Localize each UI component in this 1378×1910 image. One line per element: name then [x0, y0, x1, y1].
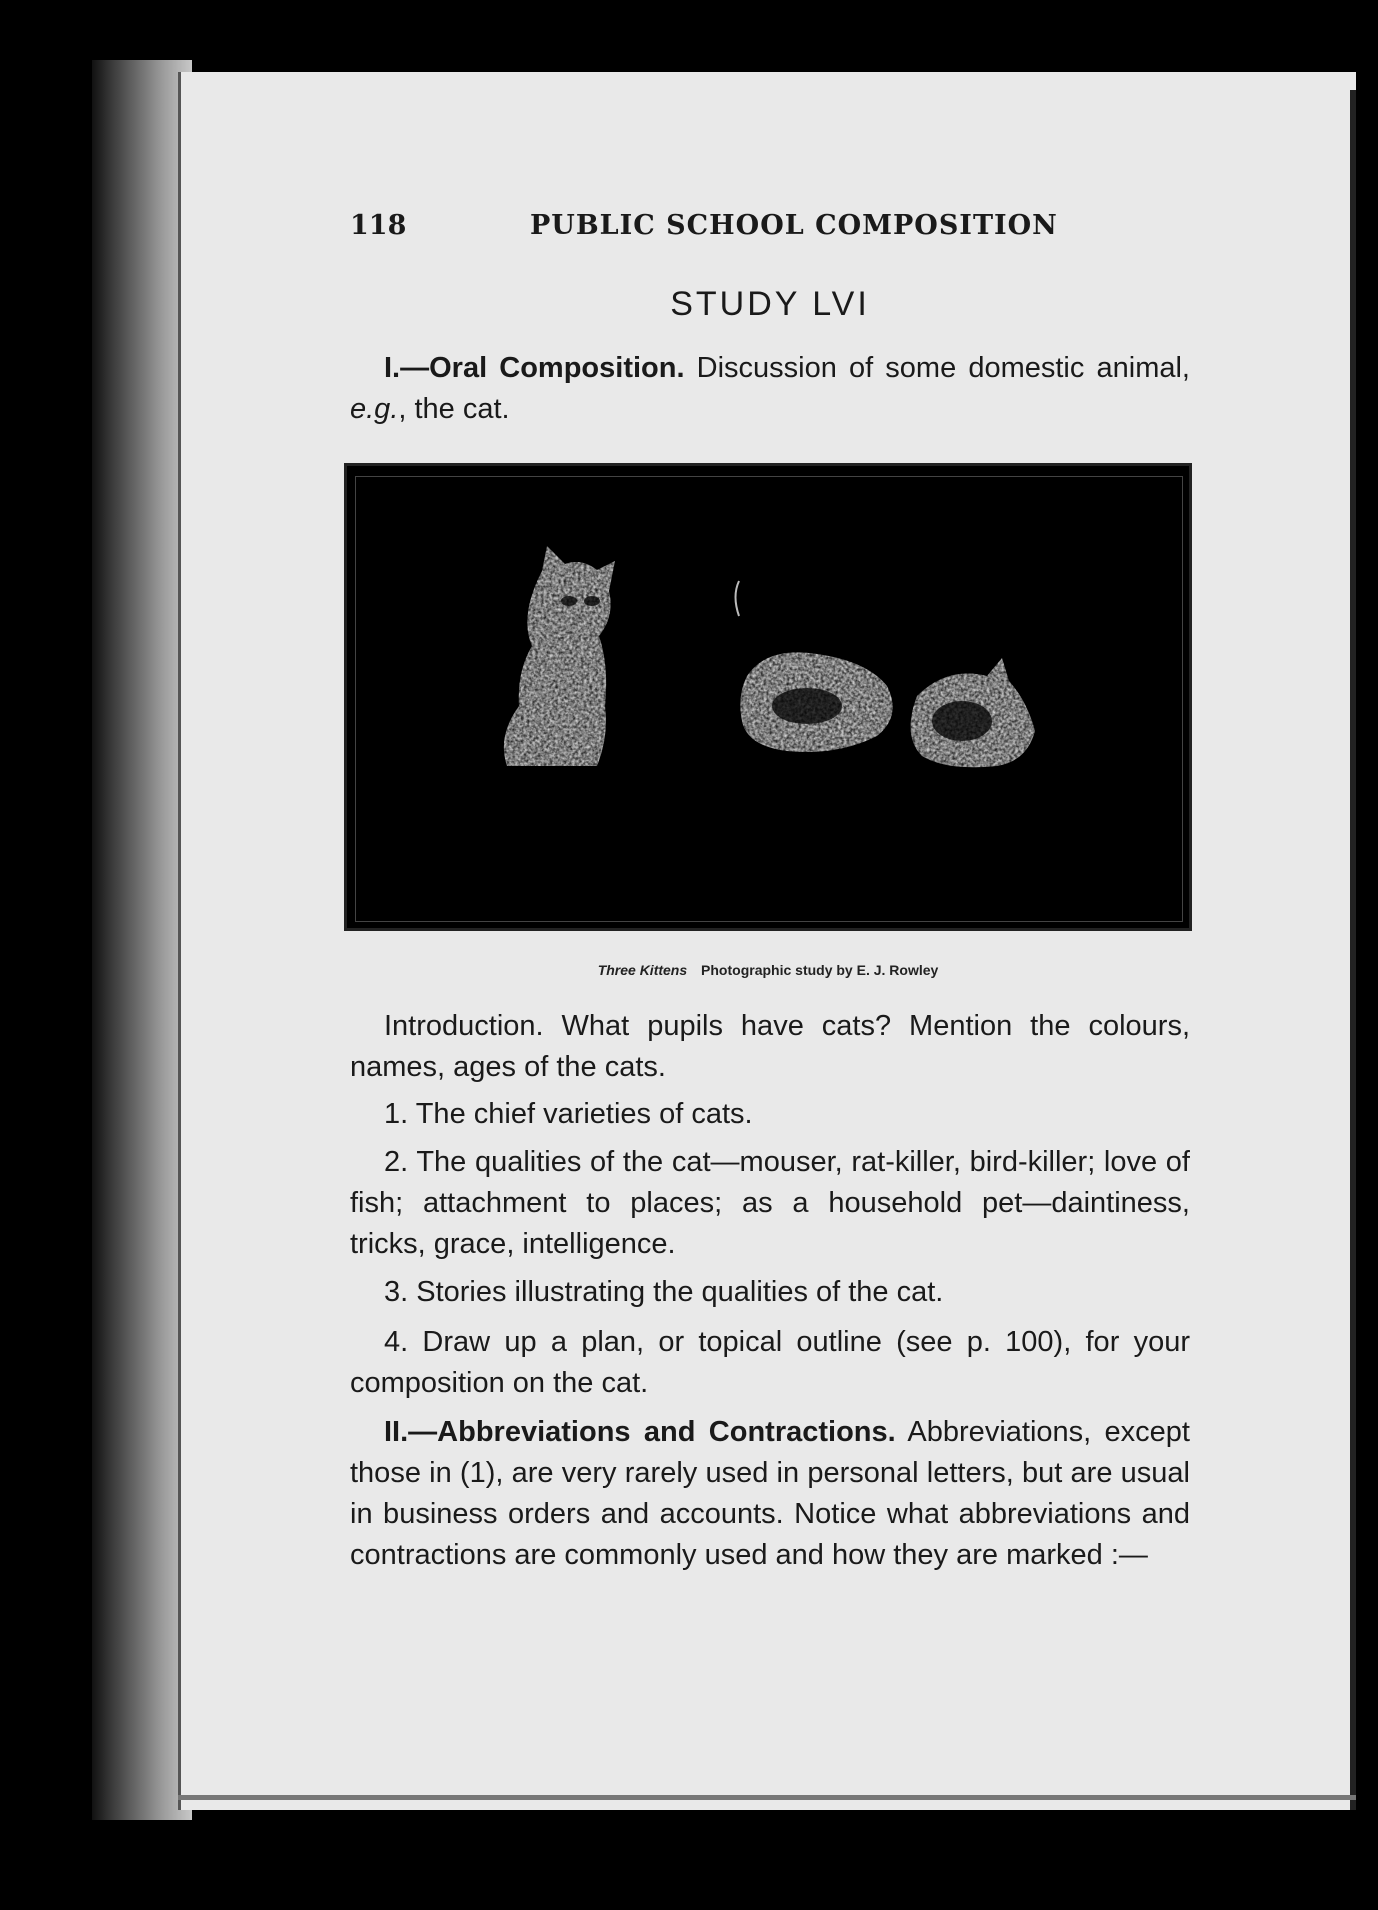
- list-number: 1.: [384, 1098, 409, 1130]
- section-text-end: , the cat.: [398, 393, 510, 425]
- page-right-edge: [1350, 90, 1356, 1810]
- list-text: The chief varieties of cats.: [408, 1098, 753, 1130]
- book-edge: [92, 60, 192, 1820]
- caption-title: Three Kittens: [597, 962, 688, 978]
- list-item-4: [350, 1322, 1190, 1404]
- caption-credit: Photographic study by E. J. Rowley: [701, 962, 939, 978]
- eg-abbrev: e.g.: [350, 393, 399, 425]
- kittens-illustration: [347, 466, 1189, 928]
- section-label: I.—Oral Composition.: [384, 352, 685, 384]
- figure-caption: [344, 962, 1192, 978]
- section-oral-composition: [350, 348, 1190, 430]
- section-abbreviations: [350, 1412, 1190, 1576]
- list-number: 3.: [384, 1276, 409, 1308]
- list-number: 4.: [384, 1326, 409, 1358]
- intro-paragraph: Introduction. What pupils have cats? Mention the colours, names, ages of the cats.: [350, 1010, 1190, 1083]
- list-item-1: [350, 1094, 1190, 1135]
- section-text: Discussion of some domestic animal,: [684, 352, 1190, 384]
- page-bottom-edge: [178, 1795, 1356, 1800]
- section-label: II.—Abbreviations and Contractions.: [384, 1416, 896, 1448]
- list-text: Stories illustrating the qualities of the cat.: [408, 1276, 944, 1308]
- list-number: 2.: [384, 1146, 409, 1178]
- page-number: 118: [350, 210, 407, 241]
- running-title: PUBLIC SCHOOL COMPOSITION: [530, 210, 1058, 241]
- list-text: The qualities of the cat—mouser, rat-killer, bird-killer; love of fish; attachment to places; as a household pet—daintiness, tricks, grace, intelligence.: [350, 1146, 1190, 1260]
- list-text: Draw up a plan, or topical outline (see p. 100), for your composition on the cat.: [350, 1326, 1190, 1399]
- kittens-photograph: [344, 463, 1192, 931]
- section-text: Abbreviations, except those in (1), are very rarely used in personal letters, but are usual in business orders and accounts. Notice what abbreviations and contractions are commonly used and how they are marked :—: [350, 1416, 1190, 1571]
- study-heading: STUDY LVI: [670, 285, 870, 323]
- list-item-2: [350, 1142, 1190, 1265]
- list-item-3: [350, 1272, 1190, 1313]
